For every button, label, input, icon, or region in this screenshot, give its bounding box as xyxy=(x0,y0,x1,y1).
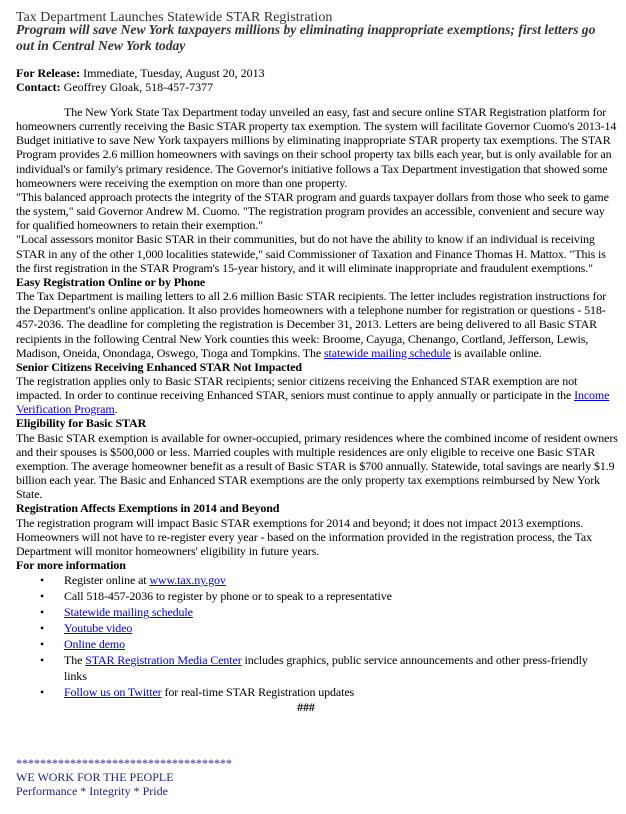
mailing-schedule-link[interactable]: statewide mailing schedule xyxy=(323,345,451,360)
youtube-video-link[interactable]: Youtube video xyxy=(64,621,133,636)
statewide-schedule-link[interactable]: Statewide mailing schedule xyxy=(64,605,193,620)
intro-paragraph: The New York State Tax Department today unveiled an easy, fast and secure online STAR Registration platform for homeowners currently receiving the Basic STAR property tax exemption. The system will facilitate Governor Cuomo's 2013-14 Budget initiative to save New York taxpayers millions by eliminating inappropriate STAR property tax exemptions. The STAR Program provides 2.6 million homeowners with savings on their school property tax bills each year, but is only available for an individual's or family's primary residence. The Governor's initiative follows a Tax Department investigation that showed some homeowners were receiving the exemption on more than one property. xyxy=(16,105,617,190)
headline: Tax Department Launches Statewide STAR Registration xyxy=(16,10,333,25)
bullet-icon: • xyxy=(40,685,45,700)
more-info-list xyxy=(16,572,618,700)
exemptions-paragraph: The registration program will impact Basic STAR exemptions for 2014 and beyond; it does not impact 2013 exemptions. Homeowners will not have to re-register every year - based on the information provided in the registration process, the Tax Department will monitor homeowners' eligibility in future years. xyxy=(16,515,592,558)
bullet-icon: • xyxy=(40,653,45,668)
contact-label: Contact: xyxy=(16,80,61,94)
release-value: Immediate, Tuesday, August 20, 2013 xyxy=(83,66,265,80)
list-item xyxy=(40,572,618,588)
governor-quote: "This balanced approach protects the integrity of the STAR program and guards taxpayer dollars from those who seek to game the system," said Governor Andrew M. Cuomo. "The registration program provides an accessible, convenient and secure way for qualified homeowners to retain their exemption." xyxy=(16,189,609,233)
footer-values: Performance * Integrity * Pride xyxy=(16,784,168,798)
list-item-text-end: includes graphics, public service announcements and other press-friendly links xyxy=(64,653,588,684)
footer-stars: ************************************ xyxy=(16,756,232,770)
release-label: For Release: xyxy=(16,66,81,80)
section-heading-more-info: For more information xyxy=(16,558,126,572)
list-item xyxy=(40,604,618,620)
list-item xyxy=(40,684,618,700)
bullet-icon: • xyxy=(40,637,45,652)
list-item xyxy=(40,636,618,652)
list-item-text: Call 518-457-2036 to register by phone or to speak to a representative xyxy=(64,589,392,604)
release-info xyxy=(16,66,616,94)
registration-text: The Tax Department is mailing letters to all 2.6 million Basic STAR recipients. The letter includes registration instructions for the Department's online application. It also provides homeowners with a telephone number for registration or questions - 518-457-2036. The deadline for completing the registration is December 31, 2013. Letters are being delivered to all Basic STAR recipients in the following Central New York counties this week: Broome, Cayuga, Chenango, Cortland, Jefferson, Lewis, Madison, Oneida, Onondaga, Oswego, Tioga and Tompkins. The xyxy=(16,289,607,360)
tax-website-link[interactable]: www.tax.ny.gov xyxy=(149,573,226,588)
footer-slogan: WE WORK FOR THE PEOPLE xyxy=(16,770,174,784)
contact-line xyxy=(16,80,616,94)
release-line xyxy=(16,66,616,80)
list-item xyxy=(40,652,618,684)
list-item-text-end: for real-time STAR Registration updates xyxy=(164,685,355,700)
article-body xyxy=(16,105,618,714)
bullet-icon: • xyxy=(40,573,45,588)
bullet-icon: • xyxy=(40,589,45,604)
end-mark: ### xyxy=(297,700,315,715)
registration-text-end: is available online. xyxy=(453,345,542,360)
section-heading-exemptions: Registration Affects Exemptions in 2014 and Beyond xyxy=(16,501,280,516)
registration-paragraph xyxy=(16,289,618,360)
commissioner-quote: "Local assessors monitor Basic STAR in their communities, but do not have the ability to know if an individual is receiving STAR in any of the other 1,000 localities statewide," said Commissioner of Taxation and Finance Thomas H. Mattox. "This is the first registration in the STAR Program's 15-year history, and it will eliminate inappropriate and fraudulent exemptions." xyxy=(16,232,606,275)
income-verification-link[interactable]: Income Verification Program xyxy=(16,388,610,417)
section-heading-eligibility: Eligibility for Basic STAR xyxy=(16,416,147,431)
twitter-link[interactable]: Follow us on Twitter xyxy=(64,685,162,700)
media-center-link[interactable]: STAR Registration Media Center xyxy=(85,653,242,668)
bullet-icon: • xyxy=(40,605,45,620)
list-item-text: The xyxy=(64,653,83,668)
subheadline: Program will save New York taxpayers millions by eliminating inappropriate exemptions; first letters go out in Central New York today xyxy=(16,22,596,53)
list-item-text: Register online at xyxy=(64,573,147,588)
footer xyxy=(16,756,232,798)
seniors-paragraph xyxy=(16,374,618,416)
list-item xyxy=(40,588,618,604)
section-heading-seniors: Senior Citizens Receiving Enhanced STAR Not Impacted xyxy=(16,359,302,374)
section-heading-registration: Easy Registration Online or by Phone xyxy=(16,274,206,289)
eligibility-paragraph: The Basic STAR exemption is available for owner-occupied, primary residences where the combined income of resident owners and their spouses is $500,000 or less. Married couples with multiple residences are only eligible to receive one Basic STAR exemption. The average homeowner benefit as a result of Basic STAR is $700 annually. Statewide, total savings are nearly $1.9 billion each year. The Basic and Enhanced STAR exemptions are the only property tax exemptions reimbursed by New York State. xyxy=(16,430,618,502)
seniors-text: The registration applies only to Basic STAR recipients; senior citizens receiving the Enhanced STAR exemption are not impacted. In order to continue receiving Enhanced STAR, seniors must continue to apply annually or participate in the xyxy=(16,373,578,403)
contact-value: Geoffrey Gloak, 518-457-7377 xyxy=(63,80,214,94)
seniors-text-end: . xyxy=(114,402,118,417)
list-item xyxy=(40,620,618,636)
bullet-icon: • xyxy=(40,621,45,636)
online-demo-link[interactable]: Online demo xyxy=(64,637,126,652)
